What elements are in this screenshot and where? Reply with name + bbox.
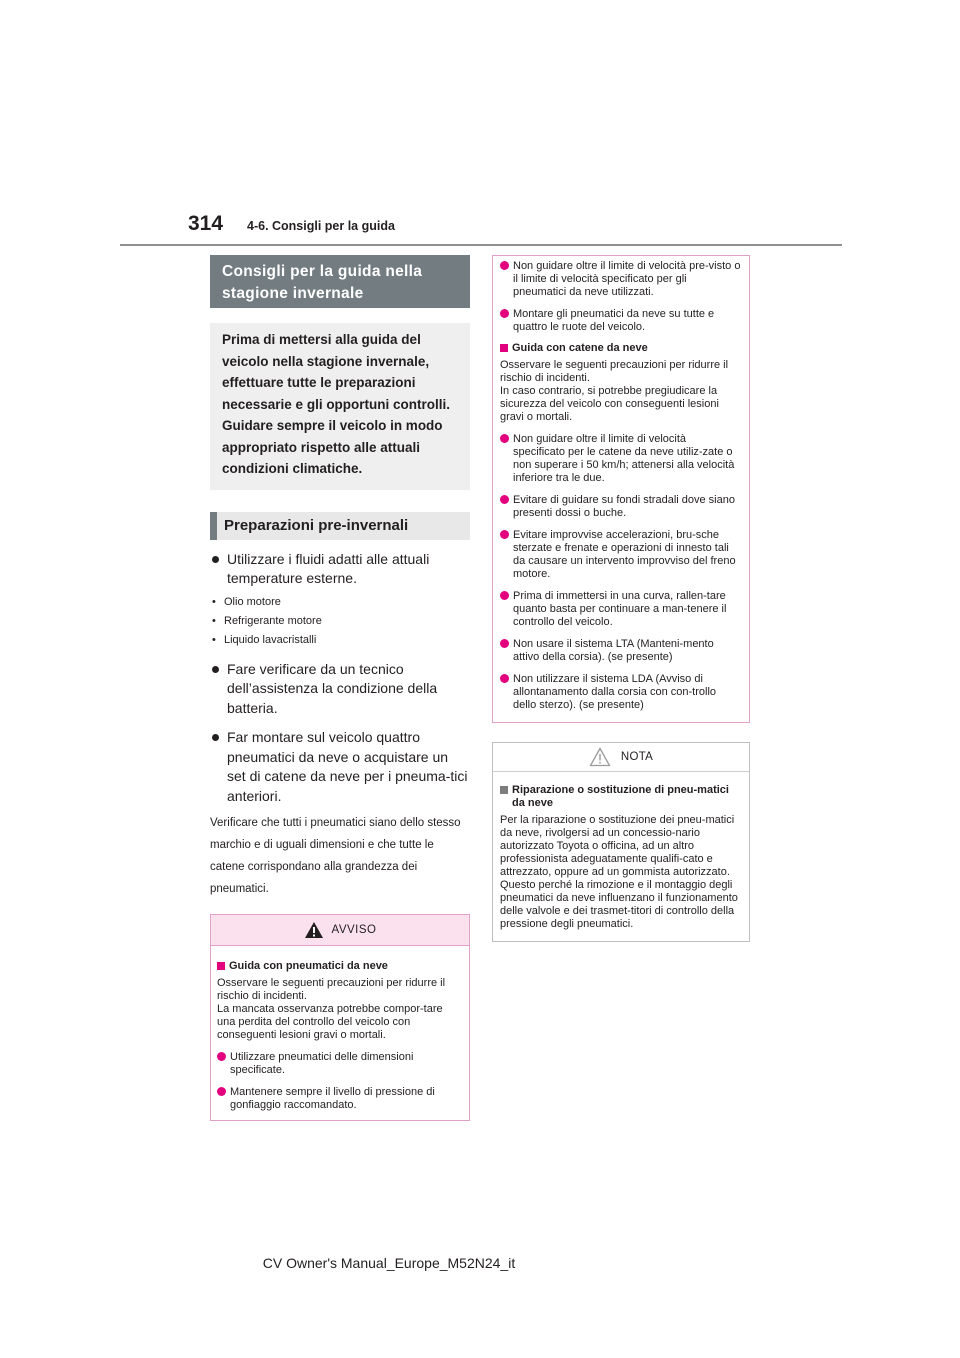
nota-box <box>492 742 750 942</box>
chains-item: Evitare di guidare su fondi stradali dove siano presenti dossi o buche. <box>500 494 741 520</box>
warning-item: Utilizzare pneumatici delle dimensioni specificate. <box>217 1051 463 1077</box>
warning-header <box>211 915 469 946</box>
left-column <box>210 255 470 1121</box>
warning-box-continued <box>492 255 750 723</box>
list-item: • Olio motore <box>212 595 281 608</box>
bullet-fluids: Utilizzare i fluidi adatti alle attuali temperature esterne. <box>210 550 470 589</box>
chains-text: Osservare le seguenti precauzioni per ridurre il rischio di incidenti. In caso contrario, si potrebbe pregiudicare la sicurezza del veicolo con conseguenti lesioni gravi o mortali. <box>500 359 729 423</box>
page-number: 314 <box>188 212 224 235</box>
chapter-title: Consigli per la guida nella stagione invernale <box>210 255 470 308</box>
list-item: • Liquido lavacristalli <box>212 633 317 646</box>
chains-heading: Guida con catene da neve <box>500 342 741 355</box>
warning-item: Mantenere sempre il livello di pressione di gonfiaggio raccomandato. <box>217 1086 463 1112</box>
chains-item: Non utilizzare il sistema LDA (Avviso di allontanamento dalla corsia con con-trollo dello sterzo). (se presente) <box>500 673 741 712</box>
list-item: • Refrigerante motore <box>212 614 322 627</box>
chains-item: Evitare improvvise accelerazioni, bru-sche sterzate e frenate e operazioni di innesto tali da causare un intervento improvviso del freno motore. <box>500 529 741 581</box>
footer <box>0 1255 960 1271</box>
warning-text: Osservare le seguenti precauzioni per ridurre il rischio di incidenti. La mancata osservanza potrebbe compor-tare una perdita del controllo del veicolo con conseguenti lesioni gravi o mortali. <box>217 977 446 1041</box>
header-divider <box>120 244 842 246</box>
warning-heading: Guida con pneumatici da neve <box>217 960 463 973</box>
fluid-list <box>210 593 470 650</box>
warning-item: Non guidare oltre il limite di velocità pre-visto o il limite di velocità specificato per gli pneumatici da neve utilizzati. <box>500 260 741 299</box>
caution-triangle-icon <box>589 747 611 767</box>
bullet-tires: Far montare sul veicolo quattro pneumatici da neve o acquistare un set di catene da neve per i pneuma-tici anteriori. <box>210 728 470 806</box>
nota-header <box>493 743 749 772</box>
warning-item: Montare gli pneumatici da neve su tutte e quattro le ruote del veicolo. <box>500 308 741 334</box>
tire-note: Verificare che tutti i pneumatici siano dello stesso marchio e di uguali dimensioni e che tutte le catene corrispondano alla grandezza dei pneumatici. <box>210 817 461 895</box>
chains-item: Non usare il sistema LTA (Manteni-mento attivo della corsia). (se presente) <box>500 638 741 664</box>
warning-label: AVVISO <box>331 924 377 936</box>
right-column <box>492 255 750 942</box>
warning-triangle-icon <box>304 921 324 939</box>
warning-box <box>210 914 470 1121</box>
chains-item: Non guidare oltre il limite di velocità specificato per le catene da neve utiliz-zate o non superare i 50 km/h; attenersi alla velocità inferiore tra le due. <box>500 433 741 485</box>
nota-label: NOTA <box>620 751 654 763</box>
nota-heading: Riparazione o sostituzione di pneu-matici da neve <box>500 784 742 810</box>
intro-text: Prima di mettersi alla guida del veicolo nella stagione invernale, effettuare tutte le preparazioni necessarie e gli opportuni controlli. Guidare sempre il veicolo in modo appropriato rispetto alle attuali condizioni climatiche. <box>210 323 470 490</box>
subsection-title: Preparazioni pre-invernali <box>210 512 470 540</box>
footer-text: CV Owner's Manual_Europe_M52N24_it <box>262 1255 516 1271</box>
bullet-battery: Fare verificare da un tecnico dell’assistenza la condizione della batteria. <box>210 660 470 719</box>
section-title: 4-6. Consigli per la guida <box>247 219 395 233</box>
chains-item: Prima di immettersi in una curva, rallen-tare quanto basta per continuare a man-tenere il controllo del veicolo. <box>500 590 741 629</box>
warning-body <box>211 946 469 1120</box>
nota-text: Per la riparazione o sostituzione dei pneu-matici da neve, rivolgersi ad un concessio-nario autorizzato Toyota o officina, ad un altro professionista adeguatamente qualifi-cato e attrezzato, oppure ad un gommista autorizzato. Questo perché la rimozione e il montaggio degli pneumatici da neve influenzano il funzionamento delle valvole e dei trasmet-titori di controllo della pressione degli pneumatici. <box>500 814 738 930</box>
nota-body <box>493 772 749 941</box>
